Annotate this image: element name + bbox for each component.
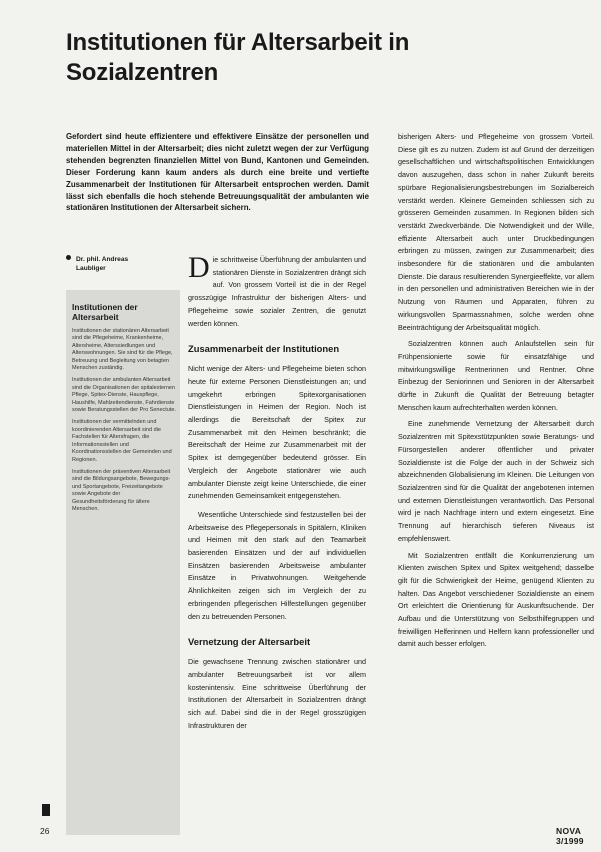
sidebar-paragraph: Institutionen der ambulanten Altersarbeit sind die Organisationen der spitalexternen Pflege, Spitex-Dienste, Hauspflege, Haushilfe, Mahlzeitendienste, Fahrdienste sowie Beratungsstellen der Pro Senectute. — [72, 377, 176, 414]
article-lead: Gefordert sind heute effizientere und effektivere Einsätze der personellen und materiellen Mittel in der Altersarbeit; dies nicht zuletzt wegen der zur Verfügung stehenden begrenzten finanziellen Mittel von Bund, Kantonen und Gemeinden. Dieser Forderung kann kaum anders als durch eine breite und vertiefte Zusammenarbeit der Institutionen für Altersarbeit entsprochen werden. Damit lässt sich ebenfalls die hoch stehende Betreuungsqualität der ambulanten wie stationären Institutionen der Altersarbeit sichern. — [66, 132, 369, 213]
body-paragraph: Wesentliche Unterschiede sind festzustellen bei der Arbeitsweise des Pflegepersonals in Spitälern, Kliniken und Heimen mit den stark auf den Teamarbeit basierenden Einsätzen und der auf individuellen Einsätzen basierenden Arbeitsweise ambulanter Einsätze in Privatwohnungen. Weitgehende Ähnlichkeiten zeigen sich im Vergleich der zu erbringenden pflegerischen Hilfestellungen gegenüber den zu betreuenden Personen. — [188, 509, 366, 621]
article-title: Institutionen für Altersarbeit in Sozialzentren — [66, 29, 410, 86]
author-name-line1: Dr. phil. Andreas — [76, 256, 129, 263]
sidebar-paragraph: Institutionen der vermittelnden und koordinierenden Altersarbeit sind die Fachstellen für Altersfragen, die Informationsstellen und Koordinationsstellen der Gemeinden und Regionen. — [72, 419, 172, 463]
right-column — [398, 131, 594, 794]
author-byline — [66, 255, 176, 273]
body-paragraph: bisherigen Alters- und Pflegeheime von grossem Vorteil. Diese gilt es zu nutzen. Zudem ist auf Grund der derzeitigen gesellschaftlichen und wirtschaftspolitischen Entwicklungen davon auszugehen, dass schon in naher Zukunft bereits spürbare Regionalisierungsbestrebungen im Sozialbereich verstärkt werden. Kleinere Gemeinden schliessen sich zu grösseren Gemeinden zusammen. In Regionen bilden sich verstärkt Zweckverbände. Die Notwendigkeit und der Wille, effiziente Altersarbeit auch unter Druckbedingungen erbringen zu müssen, zwingen zur Zusammenarbeit; dies insbesondere für die stationären und die ambulanten Dienste. Die daraus resultierenden Synergieeffekte, vor allem in den personellen und administrativen Bereichen wie in der Nutzung von Räumen und Apparaten, führen zu wirkungsvollen Sparmassnahmen, solche werden ohne Beeinträchtigung der Arbeitsqualität möglich. — [398, 132, 594, 332]
bullet-icon — [66, 255, 71, 260]
body-paragraph: Mit Sozialzentren entfällt die Konkurrenzierung um Klienten zwischen Spitex und Spitex weitgehend; dasselbe gilt für die Schwierigkeit der Heime, genügend Klienten zu halten. Das Angebot verschiedener Sozialdienste an einem Ort erleichtert die Orientierung für Auskunftsuchende. Der Aufbau und die Unterstützung von Selbsthilfegruppen und freiwilligen Helferinnen und Helfern kann professioneller und damit auch besser erfolgen. — [398, 550, 594, 649]
page-number: 26 — [40, 826, 50, 836]
body-paragraph: Sozialzentren können auch Anlaufstellen sein für Frühpensionierte sowie für einsatzfähige und mitwirkungswillige Rentnerinnen und Rentner. Ohne Einbezug der Seniorinnen und Senioren in der Altersarbeit dürfte in Zukunft die Qualität der Betreuung betagter Menschen kaum aufrechterhalten werden können. — [398, 339, 594, 412]
middle-column — [188, 254, 366, 834]
section-heading-zusammenarbeit: Zusammenarbeit der Institutionen — [188, 343, 340, 355]
drop-cap: D — [188, 254, 210, 284]
sidebar-box — [66, 290, 180, 835]
magazine-issue: NOVA 3/1999 — [556, 826, 584, 846]
section-heading-vernetzung: Vernetzung der Altersarbeit — [188, 636, 311, 648]
author-name-line2: Laubliger — [76, 264, 106, 272]
sidebar-paragraph: Institutionen der stationären Altersarbeit sind die Pflegeheime, Krankenheime, Altersheime, Alterssiedlungen und Alterswohnungen. Sie sind für die Pflege, Betreuung und Begleitung von betagten Menschen zuständig. — [72, 328, 173, 372]
body-paragraph: Nicht wenige der Alters- und Pflegeheime bieten schon heute für externe Personen Dienstleistungen an; und umgekehrt erbringen Spitexorganisationen Dienstleistungen in Heimen der Region. Noch ist allerdings die Bereitschaft der Spitex zur Zusammenarbeit mit den Heimen beschränkt; die Bereitschaft der Heime zur Zusammenarbeit mit der Spitex ist demgegenüber bedeutend grösser. Ein Vergleich der Angebote stationärer wie auch ambulanter Dienste zeigt keine Unterschiede, die einer zunehmenden Gemeinsamkeit entgegenstehen. — [188, 364, 366, 501]
sidebar-paragraph: Institutionen der präventiven Altersarbeit sind die Bildungsangebote, Bewegungs- und Sportangebote, Freizeitangebote sowie Angebote der Gesundheitsförderung für ältere Menschen. — [72, 468, 171, 512]
sidebar-title: Institutionen der Altersarbeit — [72, 302, 138, 322]
page-edge-mark — [42, 804, 50, 816]
body-paragraph: Die gewachsene Trennung zwischen stationärer und ambulanter Betreuungsarbeit ist vor allem kostenintensiv. Eine schrittweise Überführung der Institutionen der Altersarbeit in Sozialzentren drängt sich auf. Dabei sind die in der Regel grosszügigen Infrastrukturen der — [188, 657, 366, 730]
body-paragraph: Eine zunehmende Vernetzung der Altersarbeit durch Sozialzentren mit Spitexstützpunkten sowie Beratungs- und Fürsorgestellen anderer öffentlicher und privater Sozialdienste ist die Folge der auch in der Schweiz sich abzeichnenden Globalisierung im Kleinen. Die Leitungen von Sozialzentren sind für die Qualität der angebotenen internen und externen Dienstleistungen verantwortlich. Das Personal wird je nach Nachfrage intern und extern eingesetzt. Eine Trennung auf hierarchisch tieferen Niveaus ist empfehlenswert. — [398, 419, 594, 543]
intro-paragraph: ie schrittweise Überführung der ambulanten und stationären Dienste in Sozialzentren drängt sich auf. Von grossem Vorteil ist die in der Regel grosszügige Infrastruktur der bisherigen Alters- und Pflegeheime sowie sozialer Zentren, die genutzt werden können. — [188, 255, 366, 328]
